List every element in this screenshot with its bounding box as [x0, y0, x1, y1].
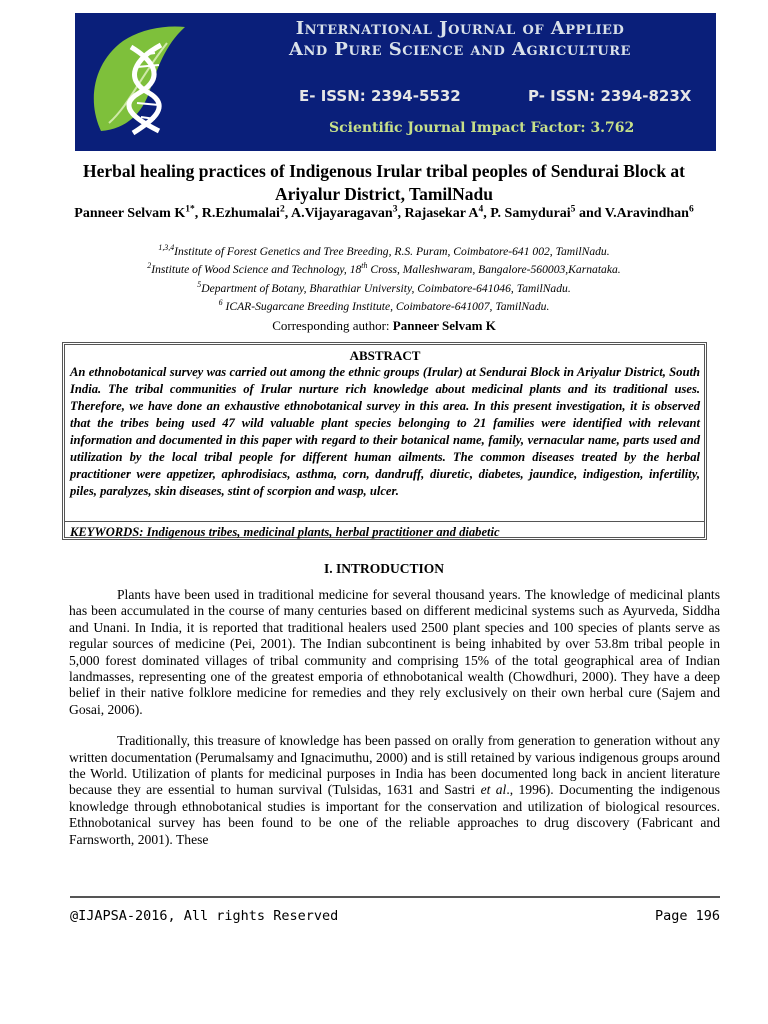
corresponding-label: Corresponding author: [272, 318, 393, 334]
paragraph [69, 733, 720, 848]
dna-logo-icon [79, 19, 201, 144]
author-name: A.Vijayaragavan [290, 206, 393, 221]
author-affil-sup: 3 [392, 204, 398, 215]
footer-divider [70, 896, 720, 898]
affil-text: Institute of Wood Science and Technology, 18 [151, 263, 362, 277]
affil-sup: 6 [218, 298, 223, 308]
keywords: KEYWORDS: Indigenous tribes, medicinal plants, herbal practitioner and diabetic [70, 525, 500, 539]
e-issn: E- ISSN: 2394-5532 [299, 87, 461, 105]
affil-ordinal: th [361, 261, 368, 271]
affil-text: Institute of Forest Genetics and Tree Breeding, R.S. Puram, Coimbatore-641 002, TamilNadu. [174, 245, 610, 258]
author-name: R.Ezhumalai [201, 206, 280, 221]
author-separator: , [483, 206, 491, 221]
abstract-box [62, 342, 707, 540]
affiliation [60, 261, 708, 279]
journal-title-line1: International Journal of Applied [295, 18, 625, 39]
affil-text: Department of Botany, Bharathiar University, Coimbatore-641046, TamilNadu. [201, 281, 571, 295]
abstract-text: An ethnobotanical survey was carried out among the ethnic groups (Irular) at Sendurai Block in Ariyalur District, South India. The tribal communities of Irular nurture rich knowledge about medicinal plants and its traditional uses. Therefore, we have done an exhaustive ethnobotanical survey in this area. In this present investigation, it is observed that the tribes being used 47 wild valuable plant species belonging to 21 families were identified with relevant information and documented in this paper with regard to their botanical name, family, vernacular name, parts used and utilization by the local tribal people for different human ailments. The common diseases treated by the herbal practitioner were appetizer, aphrodisiacs, asthma, corn, dandruff, diuretic, diabetes, jaundice, indigestion, infertility, piles, paralyzes, skin diseases, stint of scorpion and wasp, ulcer. [70, 365, 700, 498]
affil-sup: 2 [147, 261, 152, 271]
corresponding-name: Panneer Selvam K [392, 318, 496, 334]
author-affil-sup: 4 [478, 204, 484, 215]
author-separator: , [397, 206, 405, 221]
abstract-heading: ABSTRACT [349, 348, 421, 363]
author-affil-sup: 6 [688, 204, 694, 215]
p-issn: P- ISSN: 2394-823X [528, 87, 692, 105]
journal-title-line2: And Pure Science and Agriculture [289, 39, 631, 60]
author-name: Rajasekar A [404, 206, 479, 221]
affiliations [60, 243, 708, 335]
paragraph-italic: et al [480, 782, 507, 798]
footer-copyright: @IJAPSA-2016, All rights Reserved [70, 908, 339, 924]
affil-sup: 1,3,4 [158, 243, 175, 253]
author-name: V.Aravindhan [604, 206, 689, 221]
author-name: P. Samydurai [490, 206, 571, 221]
paper-title: Herbal healing practices of Indigenous Irular tribal peoples of Sendurai Block at Ariyalur District, TamilNadu [83, 161, 685, 204]
section-heading: I. INTRODUCTION [323, 561, 445, 576]
author-affil-sup: 5 [570, 204, 576, 215]
author-separator: , [194, 206, 202, 221]
author-affil-sup: 1* [185, 204, 195, 215]
author-affil-sup: 2 [279, 204, 285, 215]
affil-sup: 5 [197, 279, 202, 289]
affiliation [60, 243, 708, 261]
author-list [60, 204, 708, 223]
affiliation [60, 280, 708, 298]
journal-banner [75, 13, 716, 151]
affiliation [60, 298, 708, 316]
author-separator: and [575, 206, 605, 221]
author-separator: , [284, 206, 291, 221]
impact-factor: Scientific Journal Impact Factor: 3.762 [329, 120, 635, 136]
paragraph-text: Traditionally, this treasure of knowledge has been passed on orally from generation to generation without any written documentation (Perumalsamy and Ignacimuthu, 2000) and is still retained by various indigenous groups around the World. Utilization of plants for medicinal purposes in India has been documented long back in ancient literature because they are essential to human survival (Tulsidas, 1631 and Sastri [69, 733, 720, 798]
paragraph: Plants have been used in traditional medicine for several thousand years. The knowledge of medicinal plants has been accumulated in the course of many centuries based on different medicinal systems such as Ayurveda, Siddha and Unani. In India, it is reported that traditional healers used 2500 plant species and 100 species of plants serve as regular sources of medicine (Pei, 2001). The Indian subcontinent is being inhabited by over 53.8m tribal people in 5,000 forest dominated villages of tribal community and comprising 15% of the total geographical area of Indian landmasses, representing one of the greatest emporia of ethnobotanical wealth (Chowdhuri, 2000). They have a deep belief in their native folklore medicine for remedies and they rely exclusively on their own herbal cure (Sajem and Gosai, 2006). [69, 587, 720, 717]
paragraph-text: ., 1996). Documenting the indigenous knowledge through ethnobotanical studies is important for the conservation and utilization of biological resources. Ethnobotanical survey has been found to be one of the reliable approaches to drug discovery (Fabricant and Farnsworth, 2001). These [69, 782, 720, 847]
footer-page-number: Page 196 [654, 908, 720, 924]
introduction-body [69, 587, 720, 863]
affil-text: Cross, Malleshwaram, Bangalore-560003,Karnataka. [367, 263, 621, 277]
author-name: Panneer Selvam K [74, 206, 186, 221]
affil-text: ICAR-Sugarcane Breeding Institute, Coimbatore-641007, TamilNadu. [222, 299, 550, 313]
keywords-divider [65, 521, 704, 522]
corresponding-author [60, 317, 708, 335]
